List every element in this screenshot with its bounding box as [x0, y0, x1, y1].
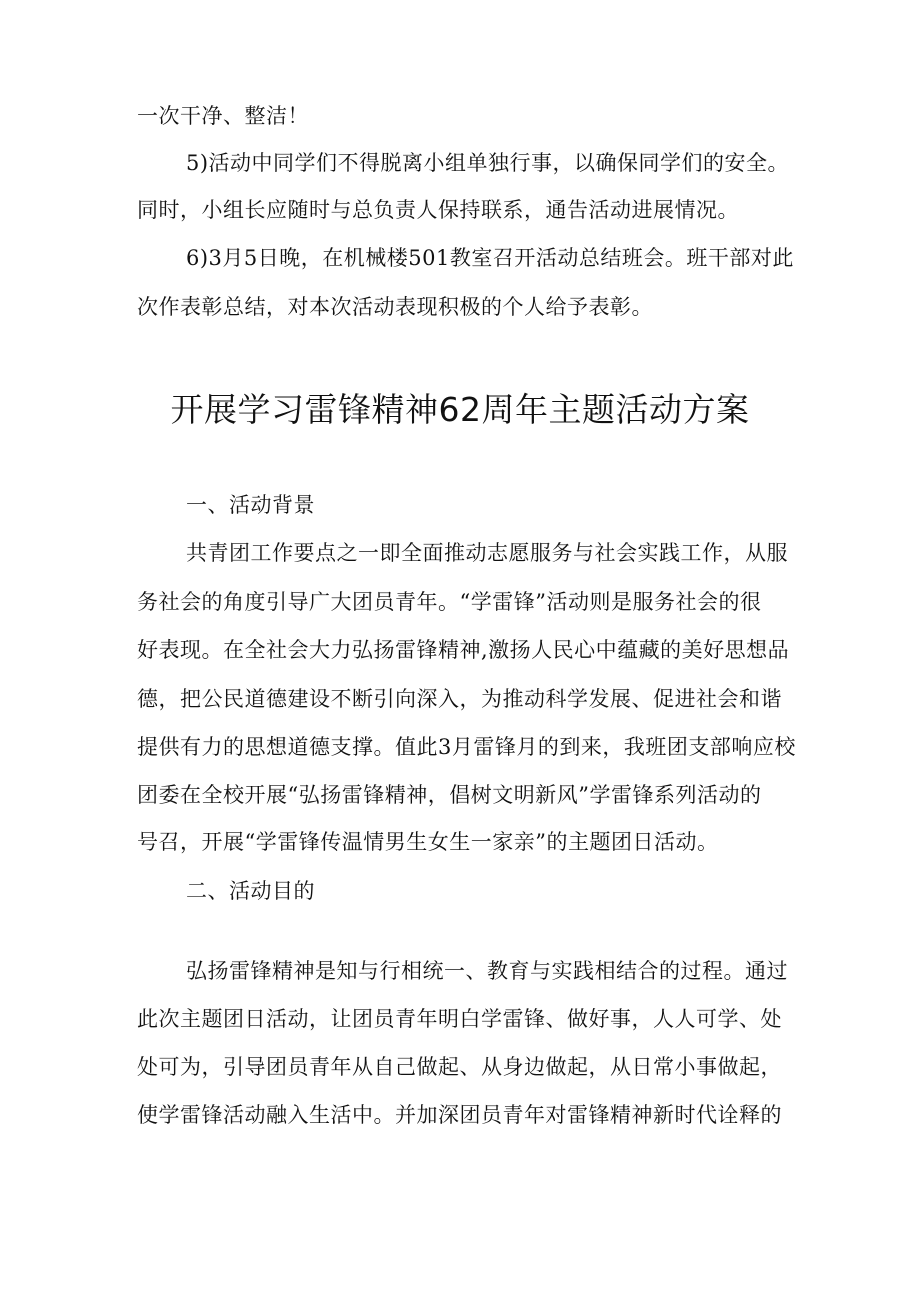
- paragraph-line: 德，把公民道德建设不断引向深入，为推动科学发展、促进社会和谐: [137, 687, 782, 711]
- paragraph-line: 提供有力的思想道德支撑。值此3月雷锋月的到来，我班团支部响应校: [137, 735, 796, 759]
- paragraph-line: 此次主题团日活动，让团员青年明白学雷锋、做好事，人人可学、处: [137, 1007, 782, 1031]
- paragraph-line: 使学雷锋活动融入生活中。并加深团员青年对雷锋精神新时代诠释的: [137, 1103, 782, 1127]
- paragraph-line: 弘扬雷锋精神是知与行相统一、教育与实践相结合的过程。通过: [186, 959, 788, 983]
- paragraph-line: 5)活动中同学们不得脱离小组单独行事，以确保同学们的安全。: [186, 151, 790, 175]
- section-heading: 一、活动背景: [186, 493, 315, 517]
- paragraph-line: 共青团工作要点之一即全面推动志愿服务与社会实践工作，从服: [186, 541, 788, 565]
- paragraph-line: 6)3月5日晚，在机械楼501教室召开活动总结班会。班干部对此: [186, 246, 794, 270]
- paragraph-line: 团委在全校开展“弘扬雷锋精神，倡树文明新风”学雷锋系列活动的: [137, 783, 762, 807]
- paragraph-line: 同时，小组长应随时与总负责人保持联系，通告活动进展情况。: [137, 198, 739, 222]
- paragraph-line: 一次干净、整洁！: [137, 104, 309, 128]
- paragraph-line: 好表现。在全社会大力弘扬雷锋精神,激扬人民心中蕴藏的美好思想品: [137, 638, 790, 662]
- paragraph-line: 处可为，引导团员青年从自己做起、从身边做起，从日常小事做起，: [137, 1055, 782, 1079]
- paragraph-line: 号召，开展“学雷锋传温情男生女生一家亲”的主题团日活动。: [137, 830, 719, 854]
- section-heading: 二、活动目的: [186, 879, 315, 903]
- document-title: 开展学习雷锋精神62周年主题活动方案: [170, 390, 750, 429]
- paragraph-line: 次作表彰总结，对本次活动表现积极的个人给予表彰。: [137, 295, 653, 319]
- paragraph-line: 务社会的角度引导广大团员青年。“学雷锋”活动则是服务社会的很: [137, 590, 762, 614]
